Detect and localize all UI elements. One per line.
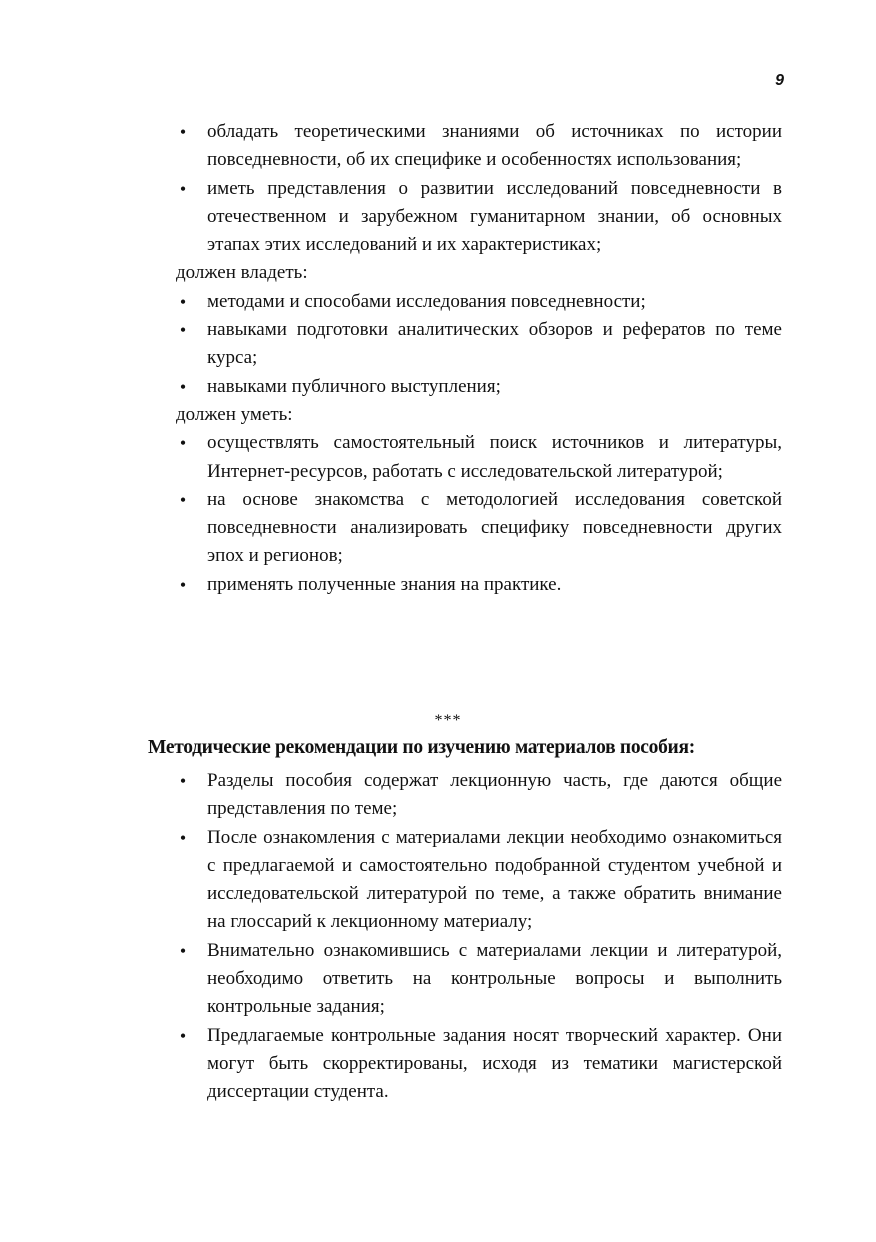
list-item-text: Внимательно ознакомившись с материалами лекции и литературой, необходимо ответить на контрольные вопросы и выполнить контрольные задания; bbox=[207, 939, 782, 1018]
bullet-icon: • bbox=[179, 489, 187, 510]
list-item-text: иметь представления о развитии исследований повседневности в отечественном и зарубежном гуманитарном знании, об основных этапах этих исследований и их характеристиках; bbox=[207, 177, 782, 256]
list-item bbox=[176, 824, 782, 937]
possess-label: должен владеть: bbox=[176, 262, 308, 284]
page-number: 9 bbox=[775, 72, 784, 89]
list-item bbox=[176, 486, 782, 571]
list-item bbox=[176, 429, 782, 486]
bullet-icon: • bbox=[179, 433, 187, 454]
section-heading: Методические рекомендации по изучению материалов пособия: bbox=[148, 737, 695, 758]
able-label: должен уметь: bbox=[176, 403, 293, 425]
list-item bbox=[176, 1022, 782, 1107]
recommendations-list bbox=[176, 767, 782, 1107]
list-item bbox=[176, 373, 782, 401]
list-item-text: После ознакомления с материалами лекции необходимо ознакомиться с предлагаемой и самостоятельно подобранной студентом учебной и исследовательской литературой по теме, а также обратить внимание на глоссарий к лекционному материалу; bbox=[207, 826, 782, 933]
bullet-icon: • bbox=[179, 771, 187, 791]
bullet-icon: • bbox=[179, 827, 187, 848]
list-item bbox=[176, 571, 782, 599]
list-item-text: применять полученные знания на практике. bbox=[207, 573, 562, 595]
bullet-icon: • bbox=[179, 178, 187, 199]
bullet-icon: • bbox=[179, 574, 187, 595]
bullet-icon: • bbox=[179, 122, 187, 142]
bullet-icon: • bbox=[179, 320, 187, 341]
section-separator: *** bbox=[434, 712, 462, 729]
list-item bbox=[176, 937, 782, 1022]
list-item-text: осуществлять самостоятельный поиск источников и литературы, Интернет-ресурсов, работать с исследовательской литературой; bbox=[207, 432, 782, 482]
list-item-text: Предлагаемые контрольные задания носят творческий характер. Они могут быть скорректированы, исходя из тематики магистерской диссертации студента. bbox=[207, 1024, 782, 1103]
list-item bbox=[176, 288, 782, 316]
bullet-icon: • bbox=[179, 291, 187, 312]
bullet-icon: • bbox=[179, 376, 187, 397]
list-item-text: навыками публичного выступления; bbox=[207, 375, 501, 397]
bullet-icon: • bbox=[179, 940, 187, 961]
list-item-text: Разделы пособия содержат лекционную часть, где даются общие представления по теме; bbox=[207, 770, 782, 820]
list-item bbox=[176, 118, 782, 175]
list-item-text: навыками подготовки аналитических обзоров и рефератов по теме курса; bbox=[207, 319, 782, 369]
bullet-icon: • bbox=[179, 1025, 187, 1046]
list-item bbox=[176, 767, 782, 824]
list-item bbox=[176, 316, 782, 373]
list-item-text: обладать теоретическими знаниями об источниках по истории повседневности, об их специфике и особенностях использования; bbox=[207, 121, 782, 171]
list-item bbox=[176, 175, 782, 260]
competences-list bbox=[176, 118, 782, 599]
list-item-text: методами и способами исследования повседневности; bbox=[207, 290, 646, 312]
list-item-text: на основе знакомства с методологией исследования советской повседневности анализировать специфику повседневности других эпох и регионов; bbox=[207, 488, 782, 567]
